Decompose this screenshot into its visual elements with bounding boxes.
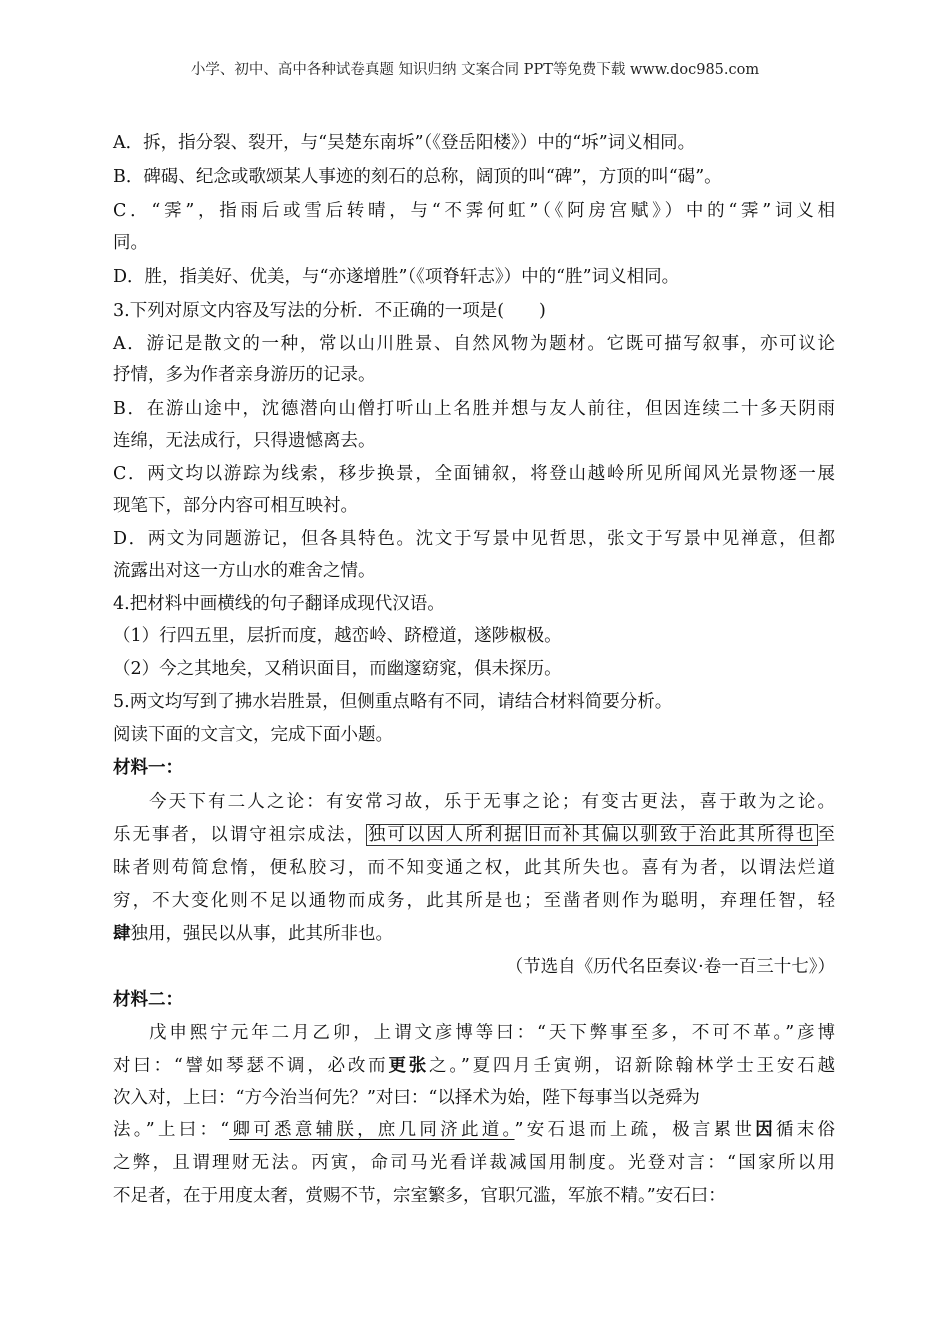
text-segment: 独用，强民以从事，此其所非也。 — [130, 924, 393, 944]
text-segment: 法。”上曰：“ — [113, 1120, 230, 1140]
text-segment: 阅读下面的文言文，完成下面小题。 — [113, 725, 393, 745]
bold-text: 材料一： — [113, 758, 183, 778]
text-line — [113, 757, 835, 779]
text-segment: A．拆，指分裂、裂开，与“吴楚东南坼”（《登岳阳楼》）中的“坼”词义相同。 — [113, 133, 696, 153]
text-line — [113, 1055, 835, 1077]
text-line — [113, 1152, 835, 1174]
text-line — [113, 1119, 835, 1141]
text-segment: B．在游山途中，沈德潜向山僧打听山上名胜并想与友人前往，但因连续二十多天阴雨 — [113, 399, 835, 419]
text-segment: 昧者则苟简怠惰，便私胶习，而不知变通之权，此其所失也。喜有为者，以谓法烂道 — [113, 858, 835, 878]
text-line — [113, 200, 835, 222]
text-line — [113, 232, 835, 254]
underlined-sentence: 卿可悉意辅朕，庶几同济此道。 — [229, 1120, 515, 1140]
text-segment: （节选自《历代名臣奏议·卷一百三十七》） — [505, 957, 835, 977]
text-line — [113, 528, 835, 550]
text-segment: ”安石退而上疏，极言累世 — [514, 1120, 756, 1140]
text-line — [113, 495, 835, 517]
text-line — [113, 625, 835, 647]
text-segment: 之弊，且谓理财无法。丙寅，命司马光看详裁减国用制度。光登对言：“国家所以用 — [113, 1153, 835, 1173]
text-line — [113, 560, 835, 582]
text-segment: C．两文均以游踪为线索，移步换景，全面铺叙，将登山越岭所见所闻风光景物逐一展 — [113, 464, 835, 484]
page-header-banner: 小学、初中、高中各种试卷真题 知识归纳 文案合同 PPT等免费下载 www.doc985.com — [190, 62, 760, 78]
text-segment: 次入对，上曰：“方今治当何先？”对曰：“以择术为始，陛下每事当以尧舜为 — [113, 1088, 700, 1108]
text-segment: 现笔下，部分内容可相互映衬。 — [113, 496, 358, 516]
text-line — [113, 333, 835, 355]
text-segment: 5.两文均写到了拂水岩胜景，但侧重点略有不同，请结合材料简要分析。 — [113, 692, 673, 712]
boxed-sentence: 独可以因人所利据旧而补其偏以驯致于治此其所得也 — [367, 825, 816, 845]
text-line — [113, 791, 835, 813]
text-segment: 至 — [817, 825, 836, 845]
text-segment: D．胜，指美好、优美，与“亦遂增胜”（《项脊轩志》）中的“胜”词义相同。 — [113, 267, 680, 287]
text-segment: （2）今之其地矣，又稍识面目，而幽邃窈窕，俱未探历。 — [113, 659, 562, 679]
text-line — [113, 166, 835, 188]
text-line — [113, 1185, 835, 1207]
text-segment: 之。”夏四月壬寅朔，诏新除翰林学士王安石越 — [429, 1056, 835, 1076]
text-segment: 戊申熙宁元年二月乙卯，上谓文彦博等曰：“天下弊事至多，不可不革。”彦博 — [149, 1023, 835, 1043]
text-line — [113, 364, 835, 386]
text-segment: 循末俗 — [775, 1120, 836, 1140]
text-line — [113, 300, 835, 322]
text-line — [113, 1022, 835, 1044]
text-line — [113, 132, 835, 154]
bold-text: 更张 — [388, 1056, 430, 1076]
text-line — [113, 266, 835, 288]
text-line — [113, 890, 835, 912]
text-segment: 今天下有二人之论：有安常习故，乐于无事之论；有变古更法，喜于敢为之论。 — [149, 792, 835, 812]
text-line — [113, 724, 835, 746]
text-segment: 乐无事者，以谓守祖宗成法， — [113, 825, 366, 845]
text-line — [113, 857, 835, 879]
text-line — [113, 956, 835, 978]
text-line — [113, 989, 835, 1011]
text-segment: B．碑碣、纪念或歌颂某人事迹的刻石的总称，阔顶的叫“碑”，方顶的叫“碣”。 — [113, 167, 722, 187]
text-line — [113, 398, 835, 420]
text-segment: D．两文为同题游记，但各具特色。沈文于写景中见哲思，张文于写景中见禅意，但都 — [113, 529, 835, 549]
bold-text: 因 — [755, 1120, 776, 1140]
text-line — [113, 593, 835, 615]
text-segment: C．“霁”，指雨后或雪后转晴，与“不霁何虹”（《阿房宫赋》）中的“霁”词义相 — [113, 201, 835, 221]
text-line — [113, 1087, 835, 1109]
text-segment: 3.下列对原文内容及写法的分析．不正确的一项是( ) — [113, 301, 546, 321]
text-line — [113, 430, 835, 452]
text-segment: A．游记是散文的一种，常以山川胜景、自然风物为题材。它既可描写叙事，亦可议论 — [113, 334, 835, 354]
text-segment: 4.把材料中画横线的句子翻译成现代汉语。 — [113, 594, 445, 614]
text-segment: 流露出对这一方山水的难舍之情。 — [113, 561, 376, 581]
text-segment: （1）行四五里，层折而度，越峦岭、跻橙道，遂陟椒极。 — [113, 626, 562, 646]
text-line — [113, 691, 835, 713]
text-segment: 抒情，多为作者亲身游历的记录。 — [113, 365, 376, 385]
text-line — [113, 923, 835, 945]
text-segment: 穷，不大变化则不足以通物而成务，此其所是也；至凿者则作为聪明，弃理任智，轻 — [113, 891, 835, 911]
bold-text: 肆 — [113, 924, 131, 944]
text-segment: 连绵，无法成行，只得遗憾离去。 — [113, 431, 376, 451]
text-segment: 同。 — [113, 233, 148, 253]
text-line — [113, 824, 835, 846]
text-line — [113, 658, 835, 680]
text-segment: 对曰：“譬如琴瑟不调，必改而 — [113, 1056, 389, 1076]
bold-text: 材料二： — [113, 990, 183, 1010]
text-segment: 不足者，在于用度太奢，赏赐不节，宗室繁多，官职冗滥，军旅不精。”安石曰： — [113, 1186, 726, 1206]
text-line — [113, 463, 835, 485]
